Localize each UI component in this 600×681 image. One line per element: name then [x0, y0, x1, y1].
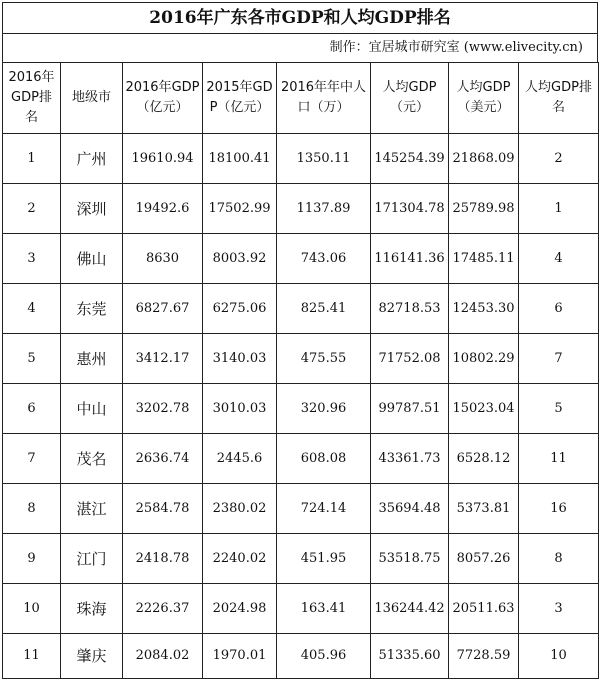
per-capita-usd-cell: 17485.11	[449, 234, 519, 284]
gdp-2015-cell: 8003.92	[203, 234, 277, 284]
gdp-rank-cell: 3	[3, 234, 61, 284]
gdp-rank-cell: 11	[3, 634, 61, 679]
population-cell: 1137.89	[277, 184, 371, 234]
population-cell: 405.96	[277, 634, 371, 679]
per-capita-rank-cell: 3	[519, 584, 599, 634]
header-per-capita-cny: 人均GDP（元）	[371, 63, 449, 134]
per-capita-cny-cell: 99787.51	[371, 384, 449, 434]
per-capita-usd-cell: 5373.81	[449, 484, 519, 534]
gdp-2016-cell: 19492.6	[123, 184, 203, 234]
per-capita-rank-cell: 8	[519, 534, 599, 584]
table-row	[3, 534, 599, 584]
per-capita-cny-cell: 43361.73	[371, 434, 449, 484]
population-cell: 724.14	[277, 484, 371, 534]
city-cell: 茂名	[61, 434, 123, 484]
per-capita-usd-cell: 6528.12	[449, 434, 519, 484]
gdp-rank-cell: 10	[3, 584, 61, 634]
gdp-2015-cell: 2445.6	[203, 434, 277, 484]
table-row	[3, 134, 599, 184]
header-gdp-2016: 2016年GDP（亿元）	[123, 63, 203, 134]
gdp-2016-cell: 2418.78	[123, 534, 203, 584]
per-capita-cny-cell: 171304.78	[371, 184, 449, 234]
per-capita-cny-cell: 53518.75	[371, 534, 449, 584]
table-row	[3, 234, 599, 284]
population-cell: 825.41	[277, 284, 371, 334]
population-cell: 743.06	[277, 234, 371, 284]
per-capita-cny-cell: 145254.39	[371, 134, 449, 184]
gdp-table	[2, 62, 599, 679]
city-cell: 广州	[61, 134, 123, 184]
source-credit: 制作：宜居城市研究室 (www.elivecity.cn)	[2, 33, 598, 62]
population-cell: 1350.11	[277, 134, 371, 184]
table-title: 2016年广东各市GDP和人均GDP排名	[2, 2, 598, 33]
per-capita-usd-cell: 12453.30	[449, 284, 519, 334]
gdp-2016-cell: 6827.67	[123, 284, 203, 334]
header-per-capita-rank: 人均GDP排名	[519, 63, 599, 134]
population-cell: 608.08	[277, 434, 371, 484]
gdp-rank-cell: 6	[3, 384, 61, 434]
per-capita-cny-cell: 35694.48	[371, 484, 449, 534]
header-gdp-rank: 2016年GDP排名	[3, 63, 61, 134]
per-capita-usd-cell: 8057.26	[449, 534, 519, 584]
per-capita-cny-cell: 82718.53	[371, 284, 449, 334]
gdp-2015-cell: 6275.06	[203, 284, 277, 334]
gdp-2015-cell: 18100.41	[203, 134, 277, 184]
table-row	[3, 384, 599, 434]
population-cell: 320.96	[277, 384, 371, 434]
per-capita-usd-cell: 10802.29	[449, 334, 519, 384]
header-per-capita-usd: 人均GDP（美元）	[449, 63, 519, 134]
per-capita-cny-cell: 51335.60	[371, 634, 449, 679]
city-cell: 肇庆	[61, 634, 123, 679]
header-city: 地级市	[61, 63, 123, 134]
gdp-rank-cell: 5	[3, 334, 61, 384]
gdp-2016-cell: 2636.74	[123, 434, 203, 484]
gdp-2015-cell: 1970.01	[203, 634, 277, 679]
per-capita-rank-cell: 2	[519, 134, 599, 184]
city-cell: 江门	[61, 534, 123, 584]
per-capita-rank-cell: 4	[519, 234, 599, 284]
gdp-2016-cell: 19610.94	[123, 134, 203, 184]
gdp-2015-cell: 17502.99	[203, 184, 277, 234]
per-capita-rank-cell: 1	[519, 184, 599, 234]
city-cell: 珠海	[61, 584, 123, 634]
table-row	[3, 584, 599, 634]
per-capita-rank-cell: 16	[519, 484, 599, 534]
per-capita-rank-cell: 5	[519, 384, 599, 434]
gdp-2015-cell: 2380.02	[203, 484, 277, 534]
city-cell: 湛江	[61, 484, 123, 534]
city-cell: 佛山	[61, 234, 123, 284]
gdp-2016-cell: 2584.78	[123, 484, 203, 534]
gdp-2015-cell: 3010.03	[203, 384, 277, 434]
per-capita-usd-cell: 7728.59	[449, 634, 519, 679]
gdp-rank-cell: 4	[3, 284, 61, 334]
population-cell: 163.41	[277, 584, 371, 634]
per-capita-usd-cell: 15023.04	[449, 384, 519, 434]
city-cell: 惠州	[61, 334, 123, 384]
gdp-ranking-sheet	[2, 2, 598, 679]
per-capita-rank-cell: 11	[519, 434, 599, 484]
per-capita-rank-cell: 7	[519, 334, 599, 384]
gdp-2016-cell: 2084.02	[123, 634, 203, 679]
table-row	[3, 184, 599, 234]
table-row	[3, 434, 599, 484]
gdp-2015-cell: 2240.02	[203, 534, 277, 584]
per-capita-rank-cell: 10	[519, 634, 599, 679]
table-row	[3, 634, 599, 679]
per-capita-rank-cell: 6	[519, 284, 599, 334]
header-population: 2016年年中人口（万）	[277, 63, 371, 134]
population-cell: 451.95	[277, 534, 371, 584]
table-row	[3, 334, 599, 384]
gdp-2015-cell: 2024.98	[203, 584, 277, 634]
table-row	[3, 484, 599, 534]
gdp-2016-cell: 3412.17	[123, 334, 203, 384]
gdp-rank-cell: 2	[3, 184, 61, 234]
table-row	[3, 284, 599, 334]
per-capita-cny-cell: 136244.42	[371, 584, 449, 634]
city-cell: 东莞	[61, 284, 123, 334]
gdp-2016-cell: 2226.37	[123, 584, 203, 634]
per-capita-usd-cell: 25789.98	[449, 184, 519, 234]
header-row	[3, 63, 599, 134]
population-cell: 475.55	[277, 334, 371, 384]
gdp-rank-cell: 8	[3, 484, 61, 534]
city-cell: 深圳	[61, 184, 123, 234]
gdp-rank-cell: 9	[3, 534, 61, 584]
city-cell: 中山	[61, 384, 123, 434]
per-capita-usd-cell: 21868.09	[449, 134, 519, 184]
per-capita-cny-cell: 116141.36	[371, 234, 449, 284]
per-capita-cny-cell: 71752.08	[371, 334, 449, 384]
header-gdp-2015: 2015年GDP（亿元）	[203, 63, 277, 134]
gdp-rank-cell: 1	[3, 134, 61, 184]
gdp-2016-cell: 8630	[123, 234, 203, 284]
gdp-2015-cell: 3140.03	[203, 334, 277, 384]
per-capita-usd-cell: 20511.63	[449, 584, 519, 634]
gdp-2016-cell: 3202.78	[123, 384, 203, 434]
gdp-rank-cell: 7	[3, 434, 61, 484]
table-body	[3, 134, 599, 679]
